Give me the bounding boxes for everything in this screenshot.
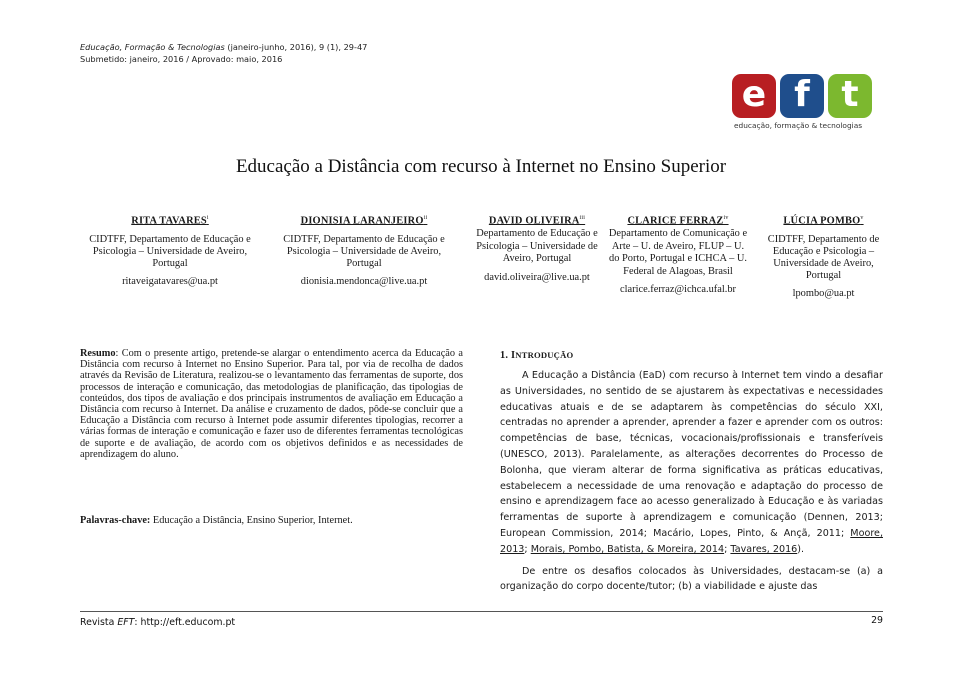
author-name: LÚCIA POMBO$^v$ xyxy=(783,215,864,227)
author-email: dionisia.mendonca@live.ua.pt xyxy=(300,276,428,288)
author-block xyxy=(757,212,890,301)
author-affiliation: Departamento de Educação e Psicologia – Universidade de Aveiro, Portugal xyxy=(476,228,598,265)
author-affiliation: CIDTFF, Departamento de Educação e Psicologia – Universidade de Aveiro, Portugal xyxy=(89,233,251,270)
footer-divider xyxy=(80,611,883,612)
author-name: DAVID OLIVEIRA$^{iii}$ xyxy=(488,215,586,227)
author-email: ritaveigatavares@ua.pt xyxy=(122,276,218,288)
footer-journal: Revista EFT: http://eft.educom.pt xyxy=(80,617,236,628)
citation-link[interactable]: Morais, Pombo, Batista, & Moreira, 2014 xyxy=(530,543,725,555)
logo-f-tile: f xyxy=(780,74,824,118)
author-affiliation: CIDTFF, Departamento de Educação e Psicologia – Universidade de Aveiro, Portugal xyxy=(283,233,445,270)
abstract xyxy=(80,348,463,460)
author-name: CLARICE FERRAZ$^{iv}$ xyxy=(627,215,729,227)
citation-link[interactable]: Moore, 2013 xyxy=(500,527,883,555)
section-heading: 1. INTRODUÇÃO xyxy=(500,350,574,361)
keywords xyxy=(80,515,463,527)
citation-link[interactable]: Tavares, 2016 xyxy=(730,543,798,555)
page-number: 29 xyxy=(871,615,883,626)
keywords-text: Educação a Distância, Ensino Superior, Internet. xyxy=(150,515,353,526)
author-email: david.oliveira@live.ua.pt xyxy=(484,271,590,283)
author-block xyxy=(272,212,456,288)
logo-t-tile: t xyxy=(828,74,872,118)
author-block xyxy=(470,212,604,284)
keywords-label: Palavras-chave: xyxy=(80,515,151,526)
logo-e-tile: e xyxy=(732,74,776,118)
author-affiliation: Departamento de Comunicação e Arte – U. de Aveiro, FLUP – U. do Porto, Portugal e ICHCA – U. Federal de Alagoas, Brasil xyxy=(608,228,748,277)
submission-dates: Submetido: janeiro, 2016 / Aprovado: maio, 2016 xyxy=(80,54,283,64)
abstract-label: Resumo xyxy=(80,348,116,359)
journal-citation xyxy=(80,42,367,52)
paragraph: De entre os desafios colocados às Universidades, destacam-se (a) a organização do corpo docente/tutor; (b) a viabilidade e ajuste das xyxy=(500,565,883,593)
paper-title: Educação a Distância com recurso à Internet no Ensino Superior xyxy=(235,156,727,177)
author-affiliation: CIDTFF, Departamento de Educação e Psicologia – Universidade de Aveiro, Portugal xyxy=(767,233,880,282)
eft-logo xyxy=(732,74,878,134)
journal-name: Educação, Formação & Tecnologias xyxy=(80,42,225,52)
author-block xyxy=(608,212,748,297)
abstract-text: : Com o presente artigo, pretende-se alargar o entendimento acerca da Educação a Distância com recurso à Internet no Ensino Superior. Para tal, por via de recolha de dados através da Revisão de Literatura, realizou-se o levantamento das ferramentas de suporte, dos processos de interação e comunicação, das metodologias de planificação, das tipologias de conteúdos, dos tipos de avaliação e dos principais instrumentos de avaliação em Educação a Distância com recurso à Internet. Da análise e cruzamento de dados, pôde-se concluir que a Educação a Distância com recurso à Internet pode assumir diferentes tipologias, recorrer a várias formas de interação e comunicação e fazer uso de diferentes ferramentas tecnológicas de suporte e de avaliação, de acordo com os objetivos definidos e as necessidades de aprendizagem do aluno. xyxy=(80,348,463,460)
author-name: DIONISIA LARANJEIRO$^{ii}$ xyxy=(300,215,428,227)
journal-issue: (janeiro-junho, 2016), 9 (1), 29-47 xyxy=(227,42,368,52)
logo-caption: educação, formação & tecnologias xyxy=(734,121,863,130)
section-body xyxy=(500,368,883,595)
author-email: lpombo@ua.pt xyxy=(792,288,855,300)
author-block xyxy=(78,212,262,288)
paragraph: A Educação a Distância (EaD) com recurso à Internet tem vindo a desafiar as Universidades, no sentido de se ajustarem às expectativas e necessidades educativas atuais e de se adaptarem às competências do século XXI, centradas no aprender a aprender, aprender a fazer e aprender com os outros: competências de base, técnicas, vocacionais/profissionais e transferíveis (UNESCO, 2013). Paralelamente, as alterações decorrentes do Processo de Bolonha, que vieram alterar de forma significativa as práticas educativas, estabelecem a necessidade de uma renovação e adaptação do processo de ensino e aprendizagem face ao acesso generalizado à Educação e às variadas ferramentas de suporte à aprendizagem e comunicação (Dennen, 2013; European Commission, 2014; Macário, Lopes, Pinto, & Ançã, 2011; Moore, 2013; Morais, Pombo, Batista, & Moreira, 2014; Tavares, 2016). xyxy=(500,370,883,555)
footer-url[interactable]: : http://eft.educom.pt xyxy=(134,617,236,628)
author-name: RITA TAVARES$^i$ xyxy=(131,215,209,227)
author-email: clarice.ferraz@ichca.ufal.br xyxy=(620,284,736,296)
